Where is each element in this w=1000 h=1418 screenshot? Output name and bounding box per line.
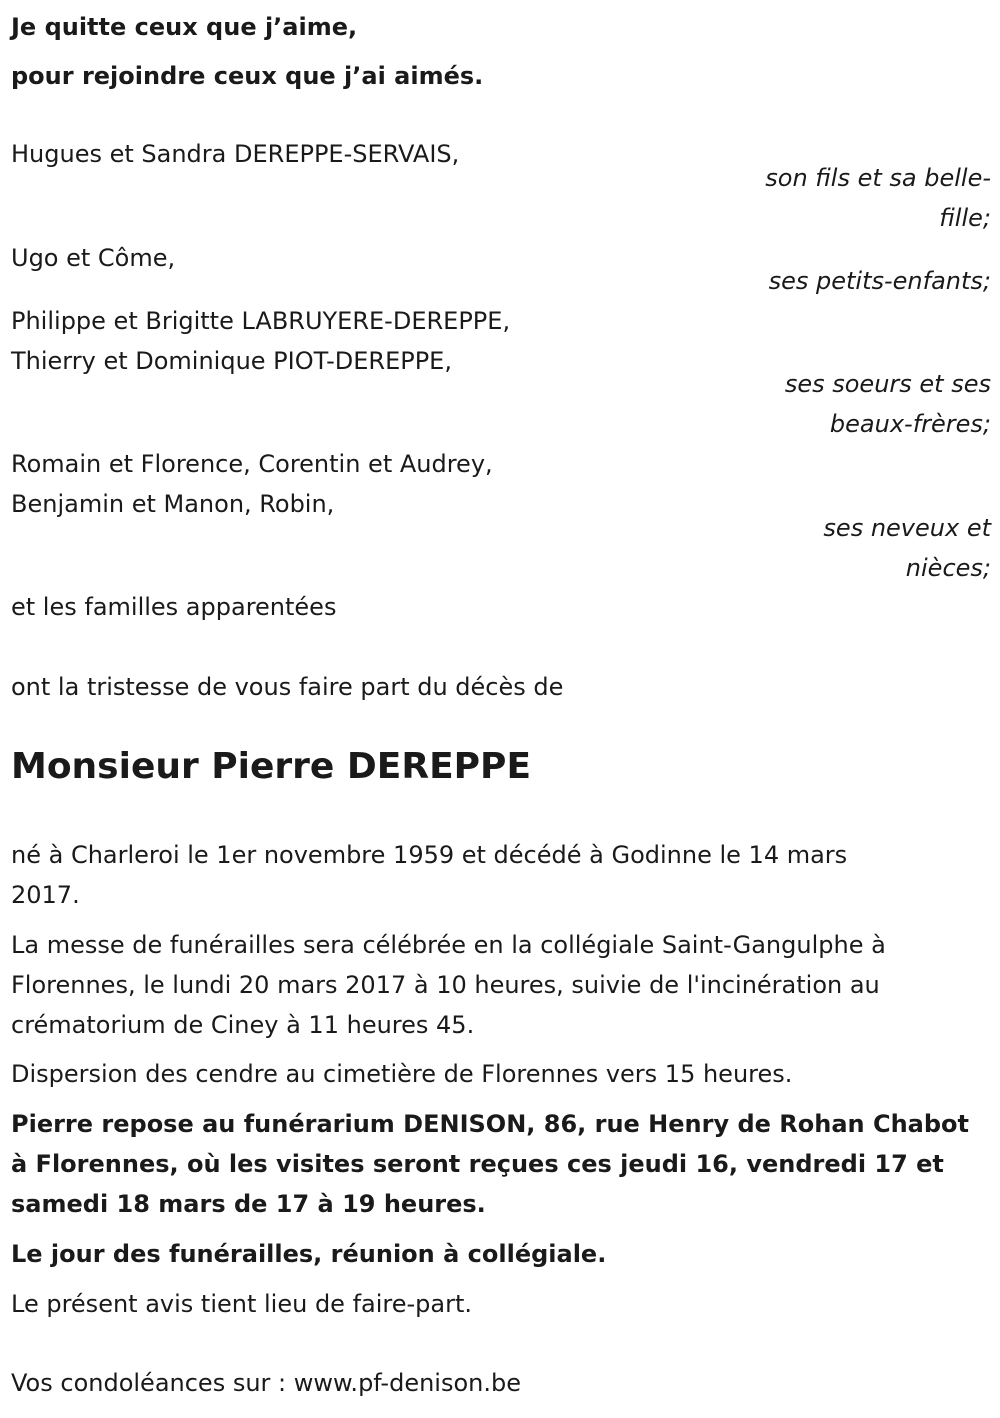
epigraph-line-1: Je quitte ceux que j’aime, [11, 13, 358, 41]
condolences-label: Vos condoléances sur : [11, 1369, 294, 1397]
condolences-link[interactable]: www.pf-denison.be [293, 1369, 521, 1397]
epigraph-line-2: pour rejoindre ceux que j’ai aimés. [11, 62, 484, 90]
funeral-mass-line-3: crématorium de Ciney à 11 heures 45. [11, 1011, 475, 1039]
family-relation-son-2: fille; [939, 204, 991, 232]
families-line: et les familles apparentées [11, 593, 337, 621]
family-relation-son-1: son fils et sa belle- [765, 164, 991, 192]
birth-death-line-1: né à Charleroi le 1er novembre 1959 et décédé à Godinne le 14 mars [11, 841, 848, 869]
announcement: ont la tristesse de vous faire part du décès de [11, 673, 564, 701]
visitation-line-3: samedi 18 mars de 17 à 19 heures. [11, 1190, 486, 1218]
family-relation-sisters-2: beaux-frères; [829, 410, 991, 438]
family-names-sisters-2: Thierry et Dominique PIOT-DEREPPE, [11, 347, 452, 375]
dispersion: Dispersion des cendre au cimetière de Florennes vers 15 heures. [11, 1060, 793, 1088]
deceased-name: Monsieur Pierre DEREPPE [11, 746, 532, 787]
family-relation-grandchildren: ses petits-enfants; [768, 267, 991, 295]
visitation-line-1: Pierre repose au funérarium DENISON, 86, rue Henry de Rohan Chabot [11, 1110, 969, 1138]
visitation-line-2: à Florennes, où les visites seront reçues ces jeudi 16, vendredi 17 et [11, 1150, 944, 1178]
funeral-mass-line-2: Florennes, le lundi 20 mars 2017 à 10 heures, suivie de l'incinération au [11, 971, 880, 999]
meeting: Le jour des funérailles, réunion à collégiale. [11, 1240, 607, 1268]
condolences [11, 1363, 521, 1403]
family-names-son: Hugues et Sandra DEREPPE-SERVAIS, [11, 140, 460, 168]
family-names-nephews-2: Benjamin et Manon, Robin, [11, 490, 335, 518]
family-relation-nephews-1: ses neveux et [823, 514, 991, 542]
family-names-sisters-1: Philippe et Brigitte LABRUYERE-DEREPPE, [11, 307, 511, 335]
funeral-mass-line-1: La messe de funérailles sera célébrée en la collégiale Saint-Gangulphe à [11, 931, 886, 959]
family-names-grandchildren: Ugo et Côme, [11, 244, 176, 272]
birth-death-line-2: 2017. [11, 881, 80, 909]
family-names-nephews-1: Romain et Florence, Corentin et Audrey, [11, 450, 493, 478]
notice: Le présent avis tient lieu de faire-part. [11, 1290, 473, 1318]
family-relation-sisters-1: ses soeurs et ses [784, 370, 991, 398]
family-relation-nephews-2: nièces; [905, 554, 991, 582]
